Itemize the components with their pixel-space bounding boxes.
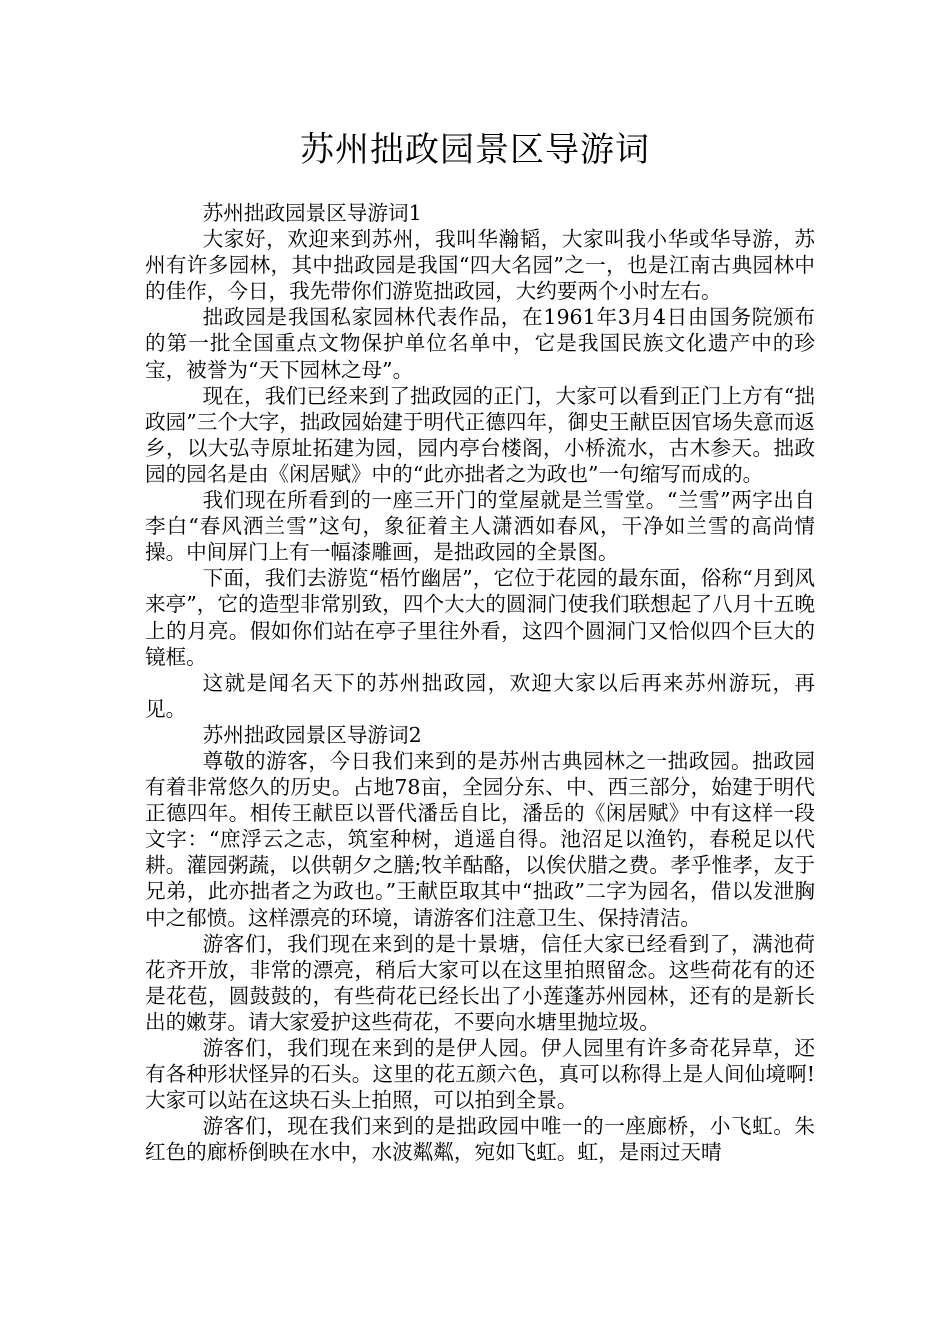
paragraph: 尊敬的游客，今日我们来到的是苏州古典园林之一拙政园。拙政园有着非常悠久的历史。占地78亩，全园分东、中、西三部分，始建于明代正德四年。相传王献臣以晋代潘岳自比，潘岳的《闲居赋》中有这样一段文字：“庶浮云之志，筑室种树，逍遥自得。池沼足以渔钓，春税足以代耕。灌园粥蔬，以供朝夕之膳;牧羊酤酪，以俟伏腊之费。孝乎惟孝，友于兄弟，此亦拙者之为政也。”王献臣取其中“拙政”二字为园名，借以发泄胸中之郁愤。这样漂亮的环境，请游客们注意卫生、保持清洁。 (145, 748, 815, 930)
paragraph: 这就是闻名天下的苏州拙政园，欢迎大家以后再来苏州游玩，再见。 (145, 670, 815, 721)
paragraph: 拙政园是我国私家园林代表作品，在1961年3月4日由国务院颁布的第一批全国重点文物保护单位名单中，它是我国民族文化遗产中的珍宝，被誉为“天下园林之母”。 (145, 305, 815, 382)
paragraph: 下面，我们去游览“梧竹幽居”，它位于花园的最东面，俗称“月到风来亭”，它的造型非常别致，四个大大的圆洞门使我们联想起了八月十五晚上的月亮。假如你们站在亭子里往外看，这四个圆洞门又恰似四个巨大的镜框。 (145, 566, 815, 669)
document-body (145, 200, 815, 1165)
paragraph: 现在，我们已经来到了拙政园的正门，大家可以看到正门上方有“拙政园”三个大字，拙政园始建于明代正德四年，御史王献臣因官场失意而返乡，以大弘寺原址拓建为园，园内亭台楼阁，小桥流水，古木参天。拙政园的园名是由《闲居赋》中的“此亦拙者之为政也”一句缩写而成的。 (145, 383, 815, 486)
paragraph: 游客们，我们现在来到的是伊人园。伊人园里有许多奇花异草，还有各种形状怪异的石头。这里的花五颜六色，真可以称得上是人间仙境啊!大家可以站在这块石头上拍照，可以拍到全景。 (145, 1036, 815, 1113)
paragraph-heading-2: 苏州拙政园景区导游词2 (202, 722, 422, 747)
paragraph: 大家好，欢迎来到苏州，我叫华瀚韬，大家叫我小华或华导游，苏州有许多园林，其中拙政园是我国“四大名园”之一，也是江南古典园林中的佳作，今日，我先带你们游览拙政园，大约要两个小时左右。 (145, 227, 815, 304)
paragraph: 游客们，现在我们来到的是拙政园中唯一的一座廊桥，小飞虹。朱红色的廊桥倒映在水中，水波粼粼，宛如飞虹。虹，是雨过天晴 (145, 1114, 815, 1165)
paragraph: 游客们，我们现在来到的是十景塘，信任大家已经看到了，满池荷花齐开放，非常的漂亮，稍后大家可以在这里拍照留念。这些荷花有的还是花苞，圆鼓鼓的，有些荷花已经长出了小莲蓬苏州园林，还有的是新长出的嫩芽。请大家爱护这些荷花，不要向水塘里抛垃圾。 (145, 931, 815, 1034)
paragraph-heading-1: 苏州拙政园景区导游词1 (202, 201, 422, 225)
document-title: 苏州拙政园景区导游词 (300, 130, 650, 170)
paragraph: 我们现在所看到的一座三开门的堂屋就是兰雪堂。“兰雪”两字出自李白“春风洒兰雪”这句，象征着主人潇洒如春风，干净如兰雪的高尚情操。中间屏门上有一幅漆雕画，是拙政园的全景图。 (145, 488, 815, 565)
